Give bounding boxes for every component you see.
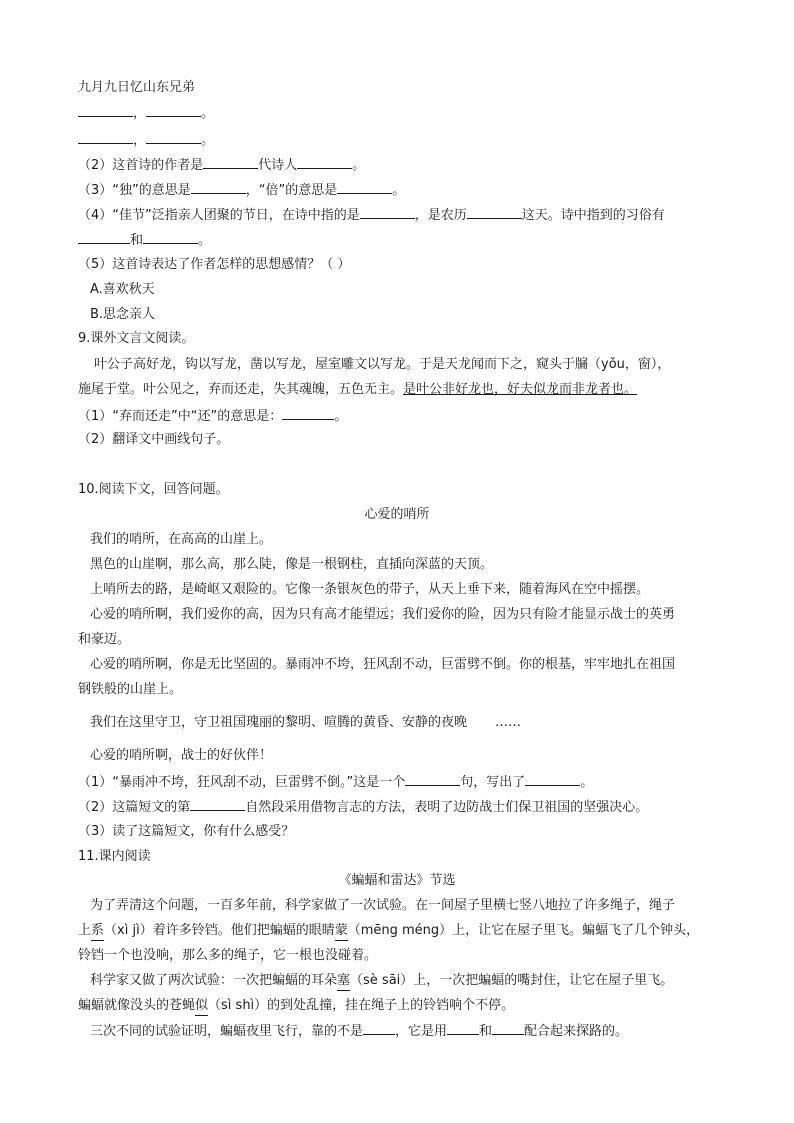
q8-part-2: （2）这首诗的作者是 代诗人 。 [78,158,366,173]
answer-blank[interactable] [146,131,201,144]
answer-blank[interactable] [146,104,201,117]
q11-paragraph-3: 三次不同的试验证明，蝙蝠夜里飞行，靠的不是 ，它是用 和 配合起来探路的。 [90,1024,629,1039]
q10-paragraph-1: 我们的哨所，在高高的山崖上。 [90,532,273,547]
q10-sub-1: （1）“暴雨冲不垮，狂风刮不动，巨雷劈不倒。”这是一个 句，写出了 。 [78,775,594,790]
answer-blank[interactable] [467,206,522,219]
q10-paragraph-6: 我们在这里守卫，守卫祖国瑰丽的黎明、喧腾的黄昏、安静的夜晚 …… [90,715,522,730]
q8-part-4-cont: 和 。 [78,231,211,250]
q11-paragraph-1: 为了弄清这个问题，一百多年前，科学家做了一次试验。在一间屋子里横七竖八地拉了许多绳子，绳子 [90,898,676,913]
q10-paragraph-2: 黑色的山崖啊，那么高，那么陡，像是一根钢柱，直插向深蓝的天顶。 [90,557,494,572]
answer-blank[interactable] [203,156,258,169]
answer-blank[interactable] [337,181,392,194]
q10-paragraph-3: 上哨所去的路，是崎岖又艰险的。它像一条银灰色的带子，从天上垂下来，随着海风在空中摇摆。 [90,582,650,597]
q9-sub-2: （2）翻译文中画线句子。 [78,432,230,447]
answer-blank[interactable] [143,231,198,244]
dotted-char-sai: 塞 [337,972,350,991]
q8-part-5: （5）这首诗表达了作者怎样的思想感情？（ ） [78,257,351,272]
answer-blank[interactable] [78,104,133,117]
q10-paragraph-5: 心爱的哨所啊，你是无比坚固的。暴雨冲不垮，狂风刮不动，巨雷劈不倒。你的根基，牢牢地扎在祖国 [90,657,676,672]
q9-text-line-1: 叶公子高好龙，钩以写龙，凿以写龙，屋室雕文以写龙。于是天龙闻而下之，窥头于牖（yǒu，窗）， [94,357,671,372]
q11-passage-title: 《蝙蝠和雷达》节选 [338,873,456,888]
answer-blank[interactable] [492,1022,524,1035]
poem-title: 九月九日忆山东兄弟 [78,80,196,95]
dotted-char-xi: 系 [91,922,104,941]
q9-heading: 9.课外文言文阅读。 [78,331,195,346]
answer-blank[interactable] [405,773,460,786]
answer-blank[interactable] [447,1022,479,1035]
q10-heading: 10.阅读下文，回答问题。 [78,482,229,497]
underlined-sentence: 是叶公非好龙也，好夫似龙而非龙者也。 [403,382,638,397]
q8-part-4: （4）“佳节”泛指亲人团聚的节日，在诗中指的是 ，是农历 这天。诗中指到的习俗有 [78,208,665,223]
answer-blank[interactable] [297,156,352,169]
poem-line-1: ， 。 [78,104,214,123]
q10-paragraph-5-cont: 钢铁般的山崖上。 [78,682,183,697]
q10-paragraph-4-cont: 和豪迈。 [78,632,131,647]
answer-blank[interactable] [282,407,334,420]
q11-paragraph-2-cont: 蝙蝠就像没头的苍蝇似（sì shì）的到处乱撞，挂在绳子上的铃铛响个不停。 [78,997,514,1016]
q10-sub-3: （3）读了这篇短文，你有什么感受？ [78,824,295,839]
answer-blank[interactable] [363,1022,395,1035]
q9-sub-1: （1）“弃而还走”中“还”的意思是： 。 [78,409,348,424]
q10-passage-title: 心爱的哨所 [364,507,430,522]
dotted-char-meng: 蒙 [335,922,348,941]
q11-paragraph-2: 科学家又做了两次试验：一次把蝙蝠的耳朵塞（sè sāi）上，一次把蝙蝠的嘴封住，让它在屋子里飞。 [90,972,673,991]
q11-paragraph-1-line-2: 上系（xì jì）着许多铃铛。他们把蝙蝠的眼睛蒙（mēng méng）上，让它在屋子里飞。蝙蝠飞了几个钟头， [78,922,699,941]
q10-paragraph-7: 心爱的哨所啊，战士的好伙伴！ [90,748,273,763]
answer-blank[interactable] [360,206,415,219]
option-a[interactable]: A.喜欢秋天 [90,282,155,297]
answer-blank[interactable] [78,231,130,244]
q8-part-3: （3）“独”的意思是 ，“倍”的意思是 。 [78,183,406,198]
q10-paragraph-4: 心爱的哨所啊，我们爱你的高，因为只有高才能望远；我们爱你的险，因为只有险才能显示战士的英勇 [90,607,676,622]
option-b[interactable]: B.思念亲人 [90,307,156,322]
answer-blank[interactable] [191,181,246,194]
q11-paragraph-1-line-3: 铃铛一个也没响，那么多的绳子，它一根也没碰着。 [78,948,378,963]
q9-text-line-2: 施尾于堂。叶公见之，弃而还走，失其魂魄，五色无主。是叶公非好龙也，好夫似龙而非龙者也。 [78,382,638,397]
dotted-char-si: 似 [195,997,208,1016]
q11-heading: 11.课内阅读 [78,849,151,864]
answer-blank[interactable] [78,131,133,144]
poem-line-2: ， 。 [78,131,214,150]
answer-blank[interactable] [525,773,580,786]
q10-sub-2: （2）这篇短文的第 自然段采用借物言志的方法，表明了边防战士们保卫祖国的坚强决心。 [78,800,649,815]
answer-blank[interactable] [190,798,245,811]
